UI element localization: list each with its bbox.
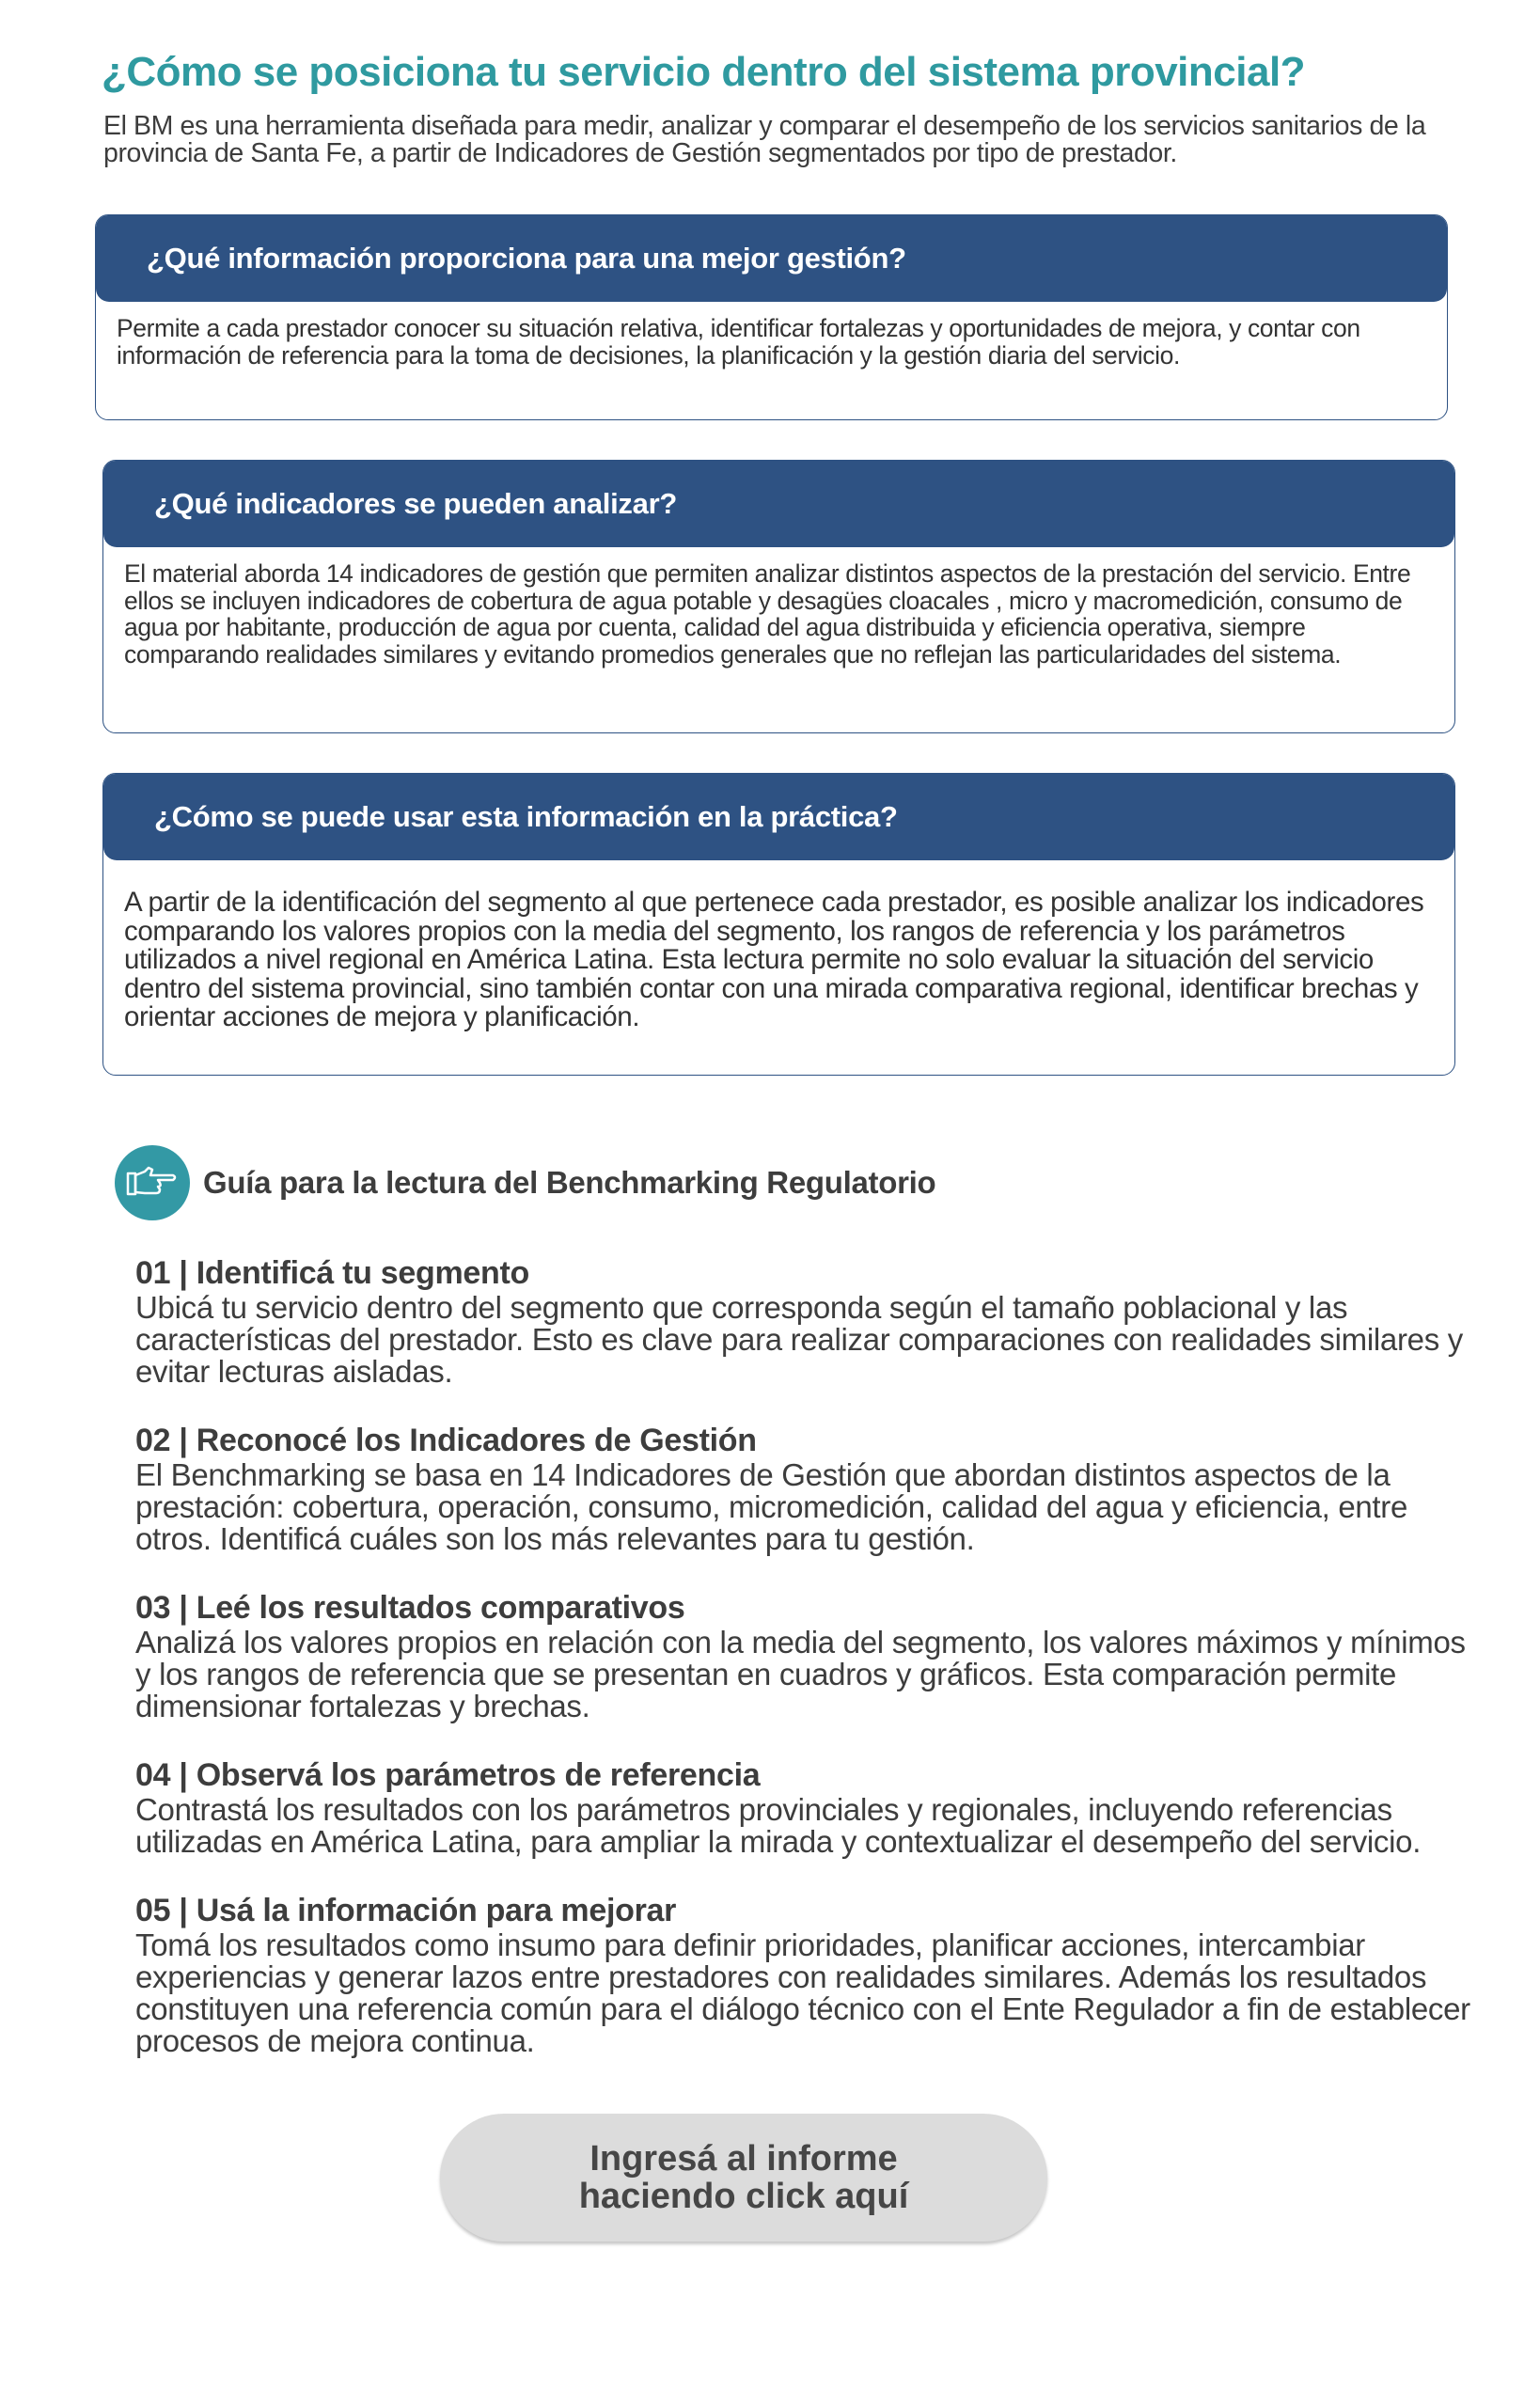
guide-step-3 <box>135 1589 1470 1723</box>
guide-title: Guía para la lectura del Benchmarking Regulatorio <box>203 1165 936 1200</box>
guide-step-2 <box>135 1422 1470 1555</box>
step-body: Tomá los resultados como insumo para definir prioridades, planificar acciones, intercambiar experiencias y generar lazos entre prestadores con realidades similares. Además los resultados constituyen una referencia común para el diálogo técnico con el Ente Regulador a fin de establecer procesos de mejora continua. <box>135 1927 1470 2058</box>
info-card-practice <box>102 773 1455 1076</box>
step-body: Ubicá tu servicio dentro del segmento que corresponda según el tamaño poblacional y las características del prestador. Esto es clave para realizar comparaciones con realidades similares y evitar lecturas aisladas. <box>135 1290 1463 1389</box>
step-heading: 03 | Leé los resultados comparativos <box>135 1590 685 1626</box>
step-heading: 05 | Usá la información para mejorar <box>135 1893 677 1928</box>
step-body: El Benchmarking se basa en 14 Indicadores de Gestión que abordan distintos aspectos de la prestación: cobertura, operación, consumo, micromedición, calidad del agua y eficiencia, entre otros. Identificá cuáles son los más relevantes para tu gestión. <box>135 1457 1408 1556</box>
guide-step-4 <box>135 1756 1470 1858</box>
intro-text: El BM es una herramienta diseñada para medir, analizar y comparar el desempeño de los servicios sanitarios de la provincia de Santa Fe, a partir de Indicadores de Gestión segmentados por tipo de prestador. <box>103 111 1426 168</box>
step-body: Contrastá los resultados con los parámetros provinciales y regionales, incluyendo referencias utilizadas en América Latina, para ampliar la mirada y contextualizar el desempeño del servicio. <box>135 1792 1422 1859</box>
step-heading: 04 | Observá los parámetros de referencia <box>135 1757 761 1793</box>
card-heading: ¿Qué indicadores se pueden analizar? <box>103 461 1454 547</box>
guide-step-1 <box>135 1254 1470 1388</box>
info-card-indicators <box>102 460 1455 733</box>
step-heading: 01 | Identificá tu segmento <box>135 1255 529 1291</box>
step-heading: 02 | Reconocé los Indicadores de Gestión <box>135 1423 757 1458</box>
guide-header <box>115 1145 935 1220</box>
page-title: ¿Cómo se posiciona tu servicio dentro del sistema provincial? <box>102 49 1306 95</box>
guide-step-5 <box>135 1892 1470 2057</box>
guide-steps <box>135 1254 1470 2057</box>
card-heading: ¿Cómo se puede usar esta información en la práctica? <box>103 774 1454 860</box>
info-card-management <box>95 214 1448 420</box>
button-label-line1: Ingresá al informe <box>589 2139 898 2179</box>
card-heading: ¿Qué información proporciona para una mejor gestión? <box>96 215 1447 302</box>
open-report-button[interactable] <box>440 2114 1047 2242</box>
card-body: A partir de la identificación del segmento al que pertenece cada prestador, es posible analizar los indicadores comparando los valores propios con la media del segmento, los rangos de referencia y los parámetros utilizados a nivel regional en América Latina. Esta lectura permite no solo evaluar la situación del servicio dentro del sistema provincial, sino también contar con una mirada comparativa regional, identificar brechas y orientar acciones de mejora y planificación. <box>124 887 1424 1032</box>
button-label-line2: haciendo click aquí <box>578 2177 909 2216</box>
card-body: El material aborda 14 indicadores de gestión que permiten analizar distintos aspectos de la prestación del servicio. Entre ellos se incluyen indicadores de cobertura de agua potable y desagües cloacales , micro y macromedición, consumo de agua por habitante, producción de agua por cuenta, calidad del agua distribuida y eficiencia operativa, siempre comparando realidades similares y evitando promedios generales que no reflejan las particularidades del sistema. <box>124 559 1411 669</box>
card-body: Permite a cada prestador conocer su situación relativa, identificar fortalezas y oportunidades de mejora, y contar con información de referencia para la toma de decisiones, la planificación y la gestión diaria del servicio. <box>117 314 1360 370</box>
pointing-hand-icon <box>115 1145 190 1220</box>
step-body: Analizá los valores propios en relación con la media del segmento, los valores máximos y mínimos y los rangos de referencia que se presentan en cuadros y gráficos. Esta comparación permite dimensionar fortalezas y brechas. <box>135 1625 1466 1723</box>
